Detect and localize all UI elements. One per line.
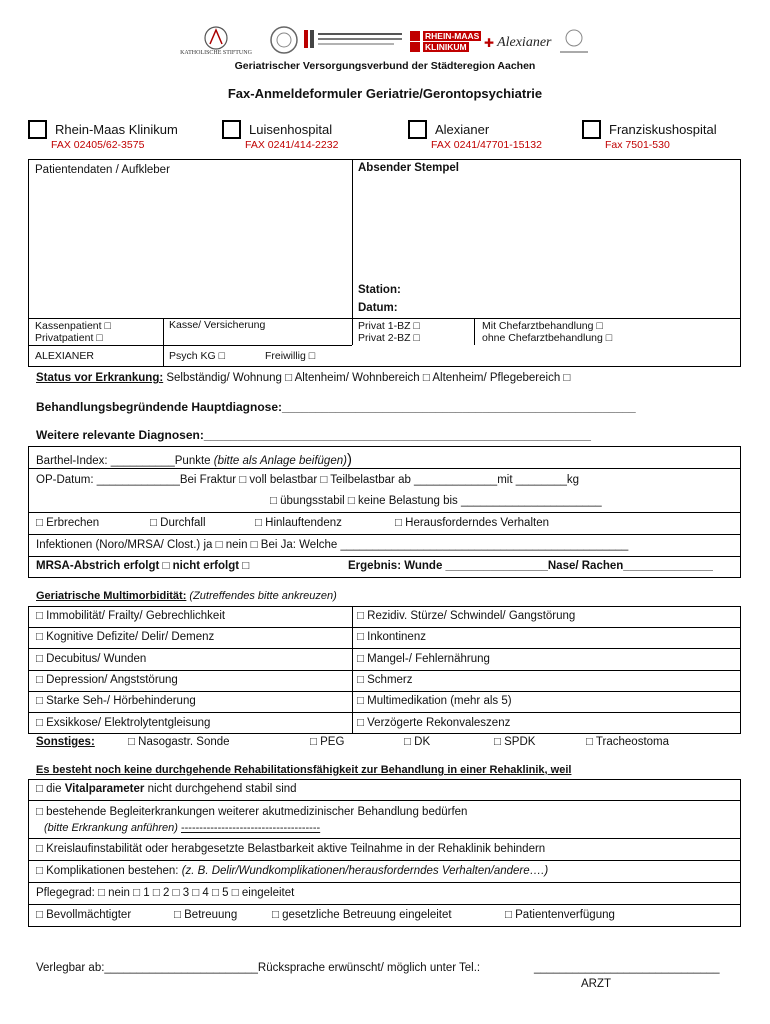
kreislauf-option[interactable]: □ Kreislaufinstabilität oder herabgesetzte Belastbarkeit aktive Teilnahme in der Rehaklinik behindern bbox=[36, 843, 546, 855]
mrsa-ergebnis-row[interactable]: Ergebnis: Wunde ________________Nase/ Rachen______________ bbox=[348, 560, 713, 572]
hospital-option-franziskushospital[interactable] bbox=[582, 120, 717, 151]
pflegegrad-row[interactable]: Pflegegrad: □ nein □ 1 □ 2 □ 3 □ 4 □ 5 □ eingeleitet bbox=[36, 887, 295, 899]
sonstiges-option[interactable]: □ PEG bbox=[310, 736, 345, 748]
belastung-row[interactable]: □ übungsstabil □ keine Belastung bis ______________________ bbox=[270, 495, 602, 507]
sonstiges-option[interactable]: □ SPDK bbox=[494, 736, 536, 748]
hospital-fax: Fax 7501-530 bbox=[605, 139, 670, 151]
freiwillig-option[interactable]: Freiwillig □ bbox=[265, 350, 316, 362]
privat2-option[interactable]: Privat 2-BZ □ bbox=[358, 332, 420, 344]
rhein-maas-logo-text-2: KLINIKUM bbox=[425, 41, 467, 52]
hospital-name: Franziskushospital bbox=[609, 122, 717, 137]
mrsa-abstrich-row[interactable]: MRSA-Abstrich erfolgt □ nicht erfolgt □ bbox=[36, 560, 250, 572]
barthel-field[interactable]: Barthel-Index: __________Punkte bbox=[36, 455, 214, 467]
alexianer-logo-text: Alexianer bbox=[497, 35, 552, 50]
multi-left-item[interactable]: □ Depression/ Angststörung bbox=[36, 674, 178, 686]
logo-alexianer bbox=[484, 32, 554, 54]
logo-franziskushospital bbox=[556, 26, 592, 58]
checkbox[interactable] bbox=[28, 120, 47, 139]
multi-right-item[interactable]: □ Rezidiv. Stürze/ Schwindel/ Gangstörung bbox=[357, 610, 576, 622]
gesetzliche-betreuung-option[interactable]: □ gesetzliche Betreuung eingeleitet bbox=[272, 909, 452, 921]
hospital-option-alexianer[interactable] bbox=[408, 120, 542, 151]
herausforderndes-verhalten-option[interactable]: □ Herausforderndes Verhalten bbox=[395, 517, 549, 529]
checkbox[interactable] bbox=[222, 120, 241, 139]
multimorbiditaet-hint: (Zutreffendes bitte ankreuzen) bbox=[186, 590, 337, 602]
hospital-fax: FAX 0241/47701-15132 bbox=[431, 139, 542, 151]
verlegbar-field[interactable]: Verlegbar ab:________________________Rücksprache erwünscht/ möglich unter Tel.: bbox=[36, 962, 481, 974]
svg-text:KATHOLISCHE STIFTUNG: KATHOLISCHE STIFTUNG bbox=[180, 50, 252, 56]
kassenpatient-option[interactable]: Kassenpatient □ bbox=[35, 320, 111, 332]
alexianer-label: ALEXIANER bbox=[35, 350, 94, 362]
vital-keyword: Vitalparameter bbox=[64, 783, 145, 795]
hauptdiagnose-field[interactable]: Behandlungsbegründende Hauptdiagnose:_____________________________________________________ bbox=[36, 400, 636, 414]
station-field[interactable]: Station: bbox=[358, 284, 401, 296]
arzt-label: ARZT bbox=[581, 978, 612, 990]
multi-right-item[interactable]: □ Verzögerte Rekonvaleszenz bbox=[357, 717, 511, 729]
hinlauftendenz-option[interactable]: □ Hinlauftendenz bbox=[255, 517, 342, 529]
sonstiges-option[interactable]: □ Tracheostoma bbox=[586, 736, 670, 748]
infektionen-row[interactable]: Infektionen (Noro/MRSA/ Clost.) ja □ nein □ Bei Ja: Welche _____________________________________________ bbox=[36, 539, 629, 551]
kompl-label: □ Komplikationen bestehen: bbox=[36, 865, 182, 877]
multi-right-item[interactable]: □ Inkontinenz bbox=[357, 631, 426, 643]
hospital-name: Alexianer bbox=[435, 122, 490, 137]
barthel-hint: (bitte als Anlage beifügen) bbox=[213, 455, 347, 467]
kompl-hint: (z. B. Delir/Wundkomplikationen/herausforderndes Verhalten/andere….) bbox=[181, 865, 549, 877]
bethlehem-logo-icon bbox=[304, 28, 404, 52]
sonstiges-label: Sonstiges: bbox=[36, 736, 95, 748]
multimorbiditaet-heading bbox=[36, 590, 337, 602]
rhein-maas-mark-icon bbox=[410, 42, 420, 52]
multi-right-item[interactable]: □ Mangel-/ Fehlernährung bbox=[357, 653, 490, 665]
hospital-fax: FAX 02405/62-3575 bbox=[51, 139, 145, 151]
privatpatient-option[interactable]: Privatpatient □ bbox=[35, 332, 103, 344]
logo-katholische-stiftung bbox=[170, 24, 262, 56]
barthel-row[interactable]: Barthel-Index: __________Punkte (bitte als Anlage beifügen)) bbox=[36, 451, 352, 468]
durchfall-option[interactable]: □ Durchfall bbox=[150, 517, 206, 529]
cross-icon: ✚ bbox=[484, 36, 495, 50]
franziskus-emblem-icon bbox=[557, 27, 591, 57]
multimorbiditaet-title: Geriatrische Multimorbidität: bbox=[36, 590, 187, 602]
form-title: Fax-Anmeldeformuler Geriatrie/Gerontopsychiatrie bbox=[227, 86, 543, 101]
hospital-option-luisenhospital[interactable] bbox=[222, 120, 338, 151]
begleit-hint: (bitte Erkrankung anführen) bbox=[44, 822, 181, 834]
vital-prefix: □ die bbox=[36, 783, 65, 795]
weitere-diagnosen-field[interactable]: Weitere relevante Diagnosen:__________________________________________________________ bbox=[36, 428, 591, 442]
datum-field[interactable]: Datum: bbox=[358, 302, 398, 314]
begleiterkrankungen-option[interactable]: □ bestehende Begleiterkrankungen weiterer akutmedizinischer Behandlung bedürfen bbox=[36, 806, 468, 818]
privat1-option[interactable]: Privat 1-BZ □ bbox=[358, 320, 420, 332]
ohne-chefarzt-option[interactable]: ohne Chefarztbehandlung □ bbox=[482, 332, 613, 344]
op-datum-row[interactable]: OP-Datum: _____________Bei Fraktur □ voll belastbar □ Teilbelastbar ab _____________mit ________kg bbox=[36, 474, 580, 486]
checkbox[interactable] bbox=[408, 120, 427, 139]
vitalparameter-option[interactable] bbox=[36, 783, 297, 795]
psych-kg-option[interactable]: Psych KG □ bbox=[169, 350, 225, 362]
logo-rhein-maas bbox=[410, 28, 482, 54]
logo-bethlehem bbox=[304, 28, 404, 52]
multi-left-item[interactable]: □ Decubitus/ Wunden bbox=[36, 653, 147, 665]
begleiterkrankungen-field[interactable] bbox=[44, 822, 320, 834]
multi-left-item[interactable]: □ Kognitive Defizite/ Delir/ Demenz bbox=[36, 631, 215, 643]
patientenverfuegung-option[interactable]: □ Patientenverfügung bbox=[505, 909, 615, 921]
seal-icon bbox=[269, 25, 299, 55]
hospital-fax: FAX 0241/414-2232 bbox=[245, 139, 339, 151]
sonstiges-option[interactable]: □ Nasogastr. Sonde bbox=[128, 736, 230, 748]
checkbox[interactable] bbox=[582, 120, 601, 139]
sender-stamp-field[interactable]: Absender Stempel bbox=[358, 162, 459, 174]
bevollmaechtigter-option[interactable]: □ Bevollmächtigter bbox=[36, 909, 132, 921]
multi-left-item[interactable]: □ Starke Seh-/ Hörbehinderung bbox=[36, 695, 196, 707]
chefarzt-option[interactable]: Mit Chefarztbehandlung □ bbox=[482, 320, 603, 332]
status-label: Status vor Erkrankung: bbox=[36, 372, 164, 384]
multi-right-item[interactable]: □ Multimedikation (mehr als 5) bbox=[357, 695, 512, 707]
sonstiges-option[interactable]: □ DK bbox=[404, 736, 431, 748]
erbrechen-option[interactable]: □ Erbrechen bbox=[36, 517, 100, 529]
telefon-line[interactable]: _____________________________ bbox=[534, 962, 720, 974]
hospital-option-rhein-maas[interactable] bbox=[28, 120, 178, 151]
hospital-name: Luisenhospital bbox=[249, 122, 333, 137]
vital-suffix: nicht durchgehend stabil sind bbox=[144, 783, 297, 795]
logo-seal bbox=[268, 24, 300, 56]
begleit-line: -------------------------------------- bbox=[180, 822, 321, 834]
status-row[interactable] bbox=[36, 372, 570, 384]
hospital-name: Rhein-Maas Klinikum bbox=[55, 122, 178, 137]
betreuung-option[interactable]: □ Betreuung bbox=[174, 909, 238, 921]
multi-right-item[interactable]: □ Schmerz bbox=[357, 674, 413, 686]
multi-left-item[interactable]: □ Immobilität/ Frailty/ Gebrechlichkeit bbox=[36, 610, 226, 622]
multi-left-item[interactable]: □ Exsikkose/ Elektrolytentgleisung bbox=[36, 717, 211, 729]
rhein-maas-logo-text-1: RHEIN-MAAS bbox=[425, 30, 480, 41]
stiftung-emblem-icon bbox=[170, 24, 262, 56]
status-options[interactable]: Selbständig/ Wohnung □ Altenheim/ Wohnbereich □ Altenheim/ Pflegebereich □ bbox=[163, 372, 571, 384]
patient-data-field[interactable]: Patientendaten / Aufkleber bbox=[35, 164, 170, 176]
komplikationen-option[interactable] bbox=[36, 865, 548, 877]
header-subtitle: Geriatrischer Versorgungsverbund der Städteregion Aachen bbox=[234, 60, 536, 72]
kasse-field[interactable]: Kasse/ Versicherung bbox=[169, 319, 266, 331]
rhein-maas-mark-icon bbox=[410, 31, 420, 41]
reha-heading: Es besteht noch keine durchgehende Rehabilitationsfähigkeit zur Behandlung in einer Rehaklinik, weil bbox=[36, 764, 572, 776]
